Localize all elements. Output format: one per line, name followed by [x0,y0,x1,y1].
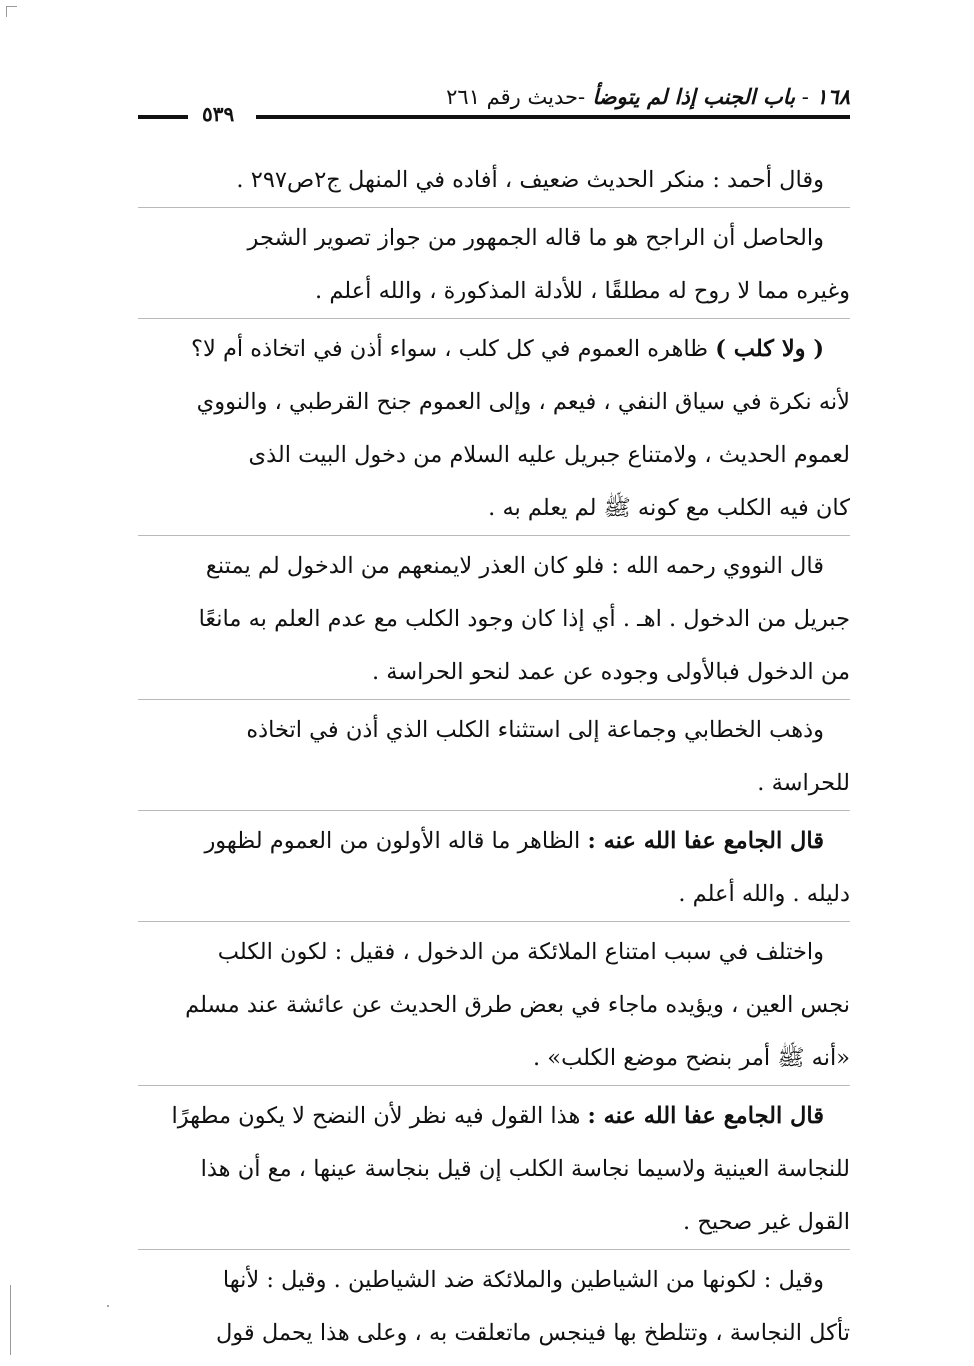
line-text: الظاهر ما قاله الأولون من العموم لظهور [204,828,581,854]
text-line [138,704,850,757]
text-line [138,815,850,868]
page-body [138,148,850,1360]
scan-speck [107,1305,109,1307]
paragraph [138,1085,850,1249]
line-text: دليله . والله أعلم . [678,881,850,907]
line-text: ظاهره العموم في كل كلب ، سواء أذن في اتخاذه أم لا؟ [191,336,709,362]
page-number: ٥٣٩ [196,102,240,126]
header-rule-left [138,115,188,119]
line-text: للحراسة . [757,770,850,796]
line-text: نجس العين ، ويؤيده ماجاء في بعض طرق الحديث عن عائشة عند مسلم [185,992,850,1018]
text-line [138,868,850,921]
text-line [138,757,850,810]
line-text: هذا القول فيه نظر لأن النضح لا يكون مطهرًا [171,1103,581,1129]
text-line [138,540,850,593]
line-text: والحاصل أن الراجح هو ما قاله الجمهور من جواز تصوير الشجر [247,225,824,251]
line-text: للنجاسة العينية ولاسيما نجاسة الكلب إن قيل بنجاسة عينها ، مع أن هذا [200,1156,850,1182]
line-text: جبريل من الدخول . اهـ . أي إذا كان وجود الكلب مع عدم العلم به مانعًا [198,606,850,632]
paragraph [138,1249,850,1360]
paragraph [138,921,850,1085]
line-text: «أنه ﷺ أمر بنضح موضع الكلب» . [533,1045,850,1071]
text-line [138,482,850,535]
running-header [138,82,850,126]
line-text: وقال أحمد : منكر الحديث ضعيف ، أفاده في المنهل ج٢ص٢٩٧ . [236,167,824,193]
scan-edge-line [10,1285,11,1355]
line-text: القول غير صحيح . [683,1209,850,1235]
line-text: وذهب الخطابي وجماعة إلى استثناء الكلب الذي أذن في اتخاذه [246,717,824,743]
line-text: لعموم الحديث ، ولامتناع جبريل عليه السلام من دخول البيت الذى [248,442,850,468]
section-number: ١٦٨ [816,84,850,109]
hadith-reference: حديث رقم ٢٦١ [446,85,578,109]
text-line [138,593,850,646]
text-line [138,1254,850,1307]
paragraph [138,699,850,810]
line-text: من الدخول فبالأولى وجوده عن عمد لنحو الحراسة . [371,659,850,685]
paragraph-lead: قال الجامع عفا الله عنه : [587,828,824,854]
line-text: وغيره مما لا روح له مطلقًا ، للأدلة المذكورة ، والله أعلم . [315,278,850,304]
paragraph [138,810,850,921]
scan-corner-mark [6,6,17,17]
text-line [138,979,850,1032]
text-line [138,1143,850,1196]
header-title: ١٦٨ - باب الجنب إذا لم يتوضأ -حديث رقم ٢٦١ [446,84,850,109]
text-line [138,1090,850,1143]
text-line [138,926,850,979]
text-line [138,1032,850,1085]
line-text: لأنه نكرة في سياق النفي ، فيعم ، وإلى العموم جنح القرطبي ، والنووي [196,389,850,415]
paragraph [138,148,850,207]
text-line [138,212,850,265]
line-text: كان فيه الكلب مع كونه ﷺ لم يعلم به . [488,495,850,521]
paragraph [138,318,850,535]
header-rule [256,115,850,119]
line-text: وقيل : لكونها من الشياطين والملائكة ضد الشياطين . وقيل : لأنها [222,1267,824,1293]
text-line [138,429,850,482]
paragraph [138,535,850,699]
text-line [138,154,850,207]
text-line [138,1307,850,1360]
text-line [138,1196,850,1249]
paragraph [138,207,850,318]
text-line [138,265,850,318]
text-line [138,646,850,699]
line-text: قال النووي رحمه الله : فلو كان العذر لايمنعهم من الدخول لم يمتنع [205,553,824,579]
line-text: واختلف في سبب امتناع الملائكة من الدخول ، فقيل : لكون الكلب [217,939,824,965]
paragraph-lead: قال الجامع عفا الله عنه : [587,1103,824,1129]
text-line [138,376,850,429]
line-text: تأكل النجاسة ، وتتلطخ بها فينجس ماتعلقت به ، وعلى هذا يحمل قول [215,1320,850,1346]
section-title: باب الجنب إذا لم يتوضأ [592,84,796,109]
text-line [138,323,850,376]
paragraph-lead: ( ولا كلب ) [715,336,824,362]
